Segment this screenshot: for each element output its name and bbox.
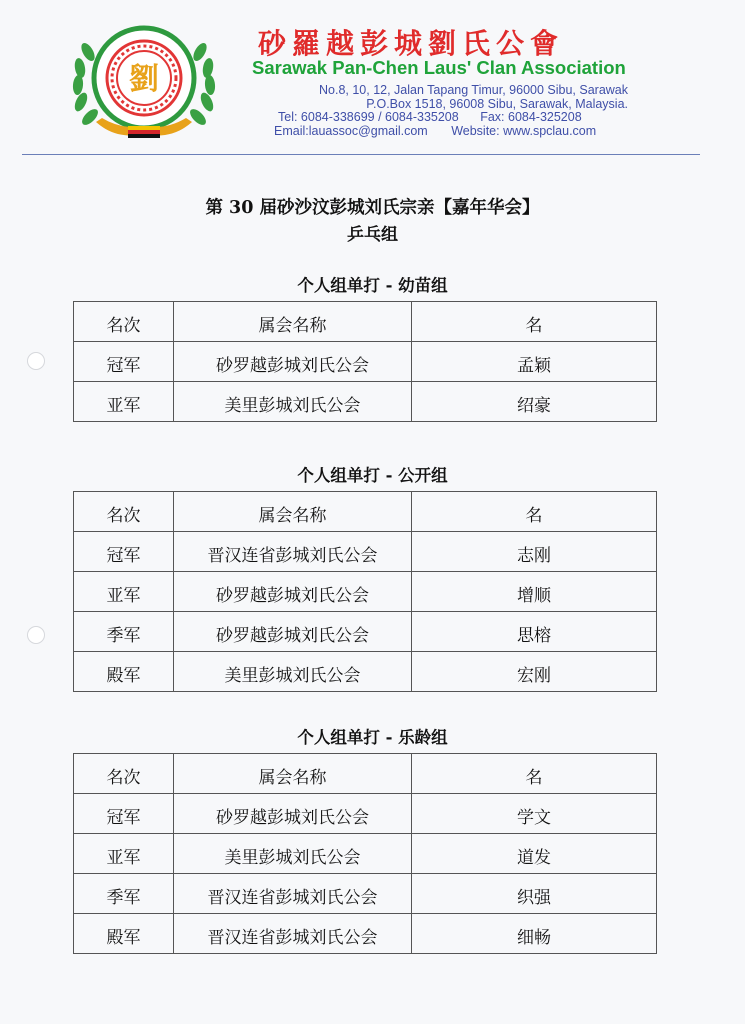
- name-cell: 细畅: [412, 914, 657, 954]
- section-title: 个人组单打 - 乐龄组: [297, 728, 448, 747]
- club-cell: 晋汉连省彭城刘氏公会: [174, 532, 412, 572]
- column-header-rank: 名次: [74, 754, 174, 794]
- column-header-rank: 名次: [74, 302, 174, 342]
- email: Email:lauassoc@gmail.com: [274, 123, 428, 138]
- rank-cell: 亚军: [74, 382, 174, 422]
- column-header-club: 属会名称: [174, 302, 412, 342]
- rank-cell: 亚军: [74, 834, 174, 874]
- table-row: [74, 382, 657, 422]
- club-cell: 砂罗越彭城刘氏公会: [174, 794, 412, 834]
- name-cell: 孟颖: [412, 342, 657, 382]
- fax: Fax: 6084-325208: [480, 110, 582, 124]
- org-name-chinese: 砂羅越彭城劉氏公會: [258, 27, 565, 60]
- rank-cell: 季军: [74, 874, 174, 914]
- club-cell: 砂罗越彭城刘氏公会: [174, 342, 412, 382]
- name-cell: 思榕: [412, 612, 657, 652]
- table-row: [74, 572, 657, 612]
- telephone: Tel: 6084-338699 / 6084-335208: [278, 110, 459, 124]
- header-divider: [22, 154, 700, 155]
- results-table: [73, 491, 657, 692]
- section-title: 个人组单打 - 幼苗组: [297, 276, 448, 295]
- association-logo-icon: [66, 22, 222, 148]
- club-cell: 美里彭城刘氏公会: [174, 652, 412, 692]
- rank-cell: 冠军: [74, 342, 174, 382]
- name-cell: 志刚: [412, 532, 657, 572]
- column-header-club: 属会名称: [174, 754, 412, 794]
- column-header-rank: 名次: [74, 492, 174, 532]
- rank-cell: 殿军: [74, 914, 174, 954]
- table-row: [74, 874, 657, 914]
- address-line-2: P.O.Box 1518, 96008 Sibu, Sarawak, Malaysia.: [366, 96, 628, 111]
- club-cell: 晋汉连省彭城刘氏公会: [174, 914, 412, 954]
- table-row: [74, 794, 657, 834]
- table-row: [74, 834, 657, 874]
- website: Website: www.spclau.com: [451, 123, 597, 138]
- results-table: [73, 301, 657, 422]
- org-name-english: Sarawak Pan-Chen Laus' Clan Association: [252, 57, 626, 78]
- table-header-row: [74, 492, 657, 532]
- table-row: [74, 342, 657, 382]
- section-title: 个人组单打 - 公开组: [297, 466, 448, 485]
- column-header-club: 属会名称: [174, 492, 412, 532]
- rank-cell: 冠军: [74, 532, 174, 572]
- rank-cell: 冠军: [74, 794, 174, 834]
- table-header-row: [74, 302, 657, 342]
- table-row: [74, 612, 657, 652]
- name-cell: 绍豪: [412, 382, 657, 422]
- contact-block: [262, 84, 628, 138]
- column-header-name: 名: [412, 492, 657, 532]
- column-header-name: 名: [412, 754, 657, 794]
- club-cell: 晋汉连省彭城刘氏公会: [174, 874, 412, 914]
- punch-hole: [27, 352, 45, 370]
- svg-text:劉: 劉: [129, 62, 159, 97]
- club-cell: 砂罗越彭城刘氏公会: [174, 572, 412, 612]
- address-line-1: No.8, 10, 12, Jalan Tapang Timur, 96000 Sibu, Sarawak: [319, 83, 628, 97]
- punch-hole: [27, 626, 45, 644]
- rank-cell: 亚军: [74, 572, 174, 612]
- name-cell: 道发: [412, 834, 657, 874]
- name-cell: 宏刚: [412, 652, 657, 692]
- club-cell: 美里彭城刘氏公会: [174, 382, 412, 422]
- table-row: [74, 914, 657, 954]
- column-header-name: 名: [412, 302, 657, 342]
- club-cell: 砂罗越彭城刘氏公会: [174, 612, 412, 652]
- rank-cell: 季军: [74, 612, 174, 652]
- club-cell: 美里彭城刘氏公会: [174, 834, 412, 874]
- document-subtitle: 乒乓组: [347, 225, 398, 245]
- name-cell: 学文: [412, 794, 657, 834]
- table-row: [74, 652, 657, 692]
- name-cell: 增顺: [412, 572, 657, 612]
- document-title: 第 30 届砂沙汶彭城刘氏宗亲【嘉年华会】: [205, 198, 540, 218]
- name-cell: 织强: [412, 874, 657, 914]
- table-row: [74, 532, 657, 572]
- rank-cell: 殿军: [74, 652, 174, 692]
- table-header-row: [74, 754, 657, 794]
- results-table: [73, 753, 657, 954]
